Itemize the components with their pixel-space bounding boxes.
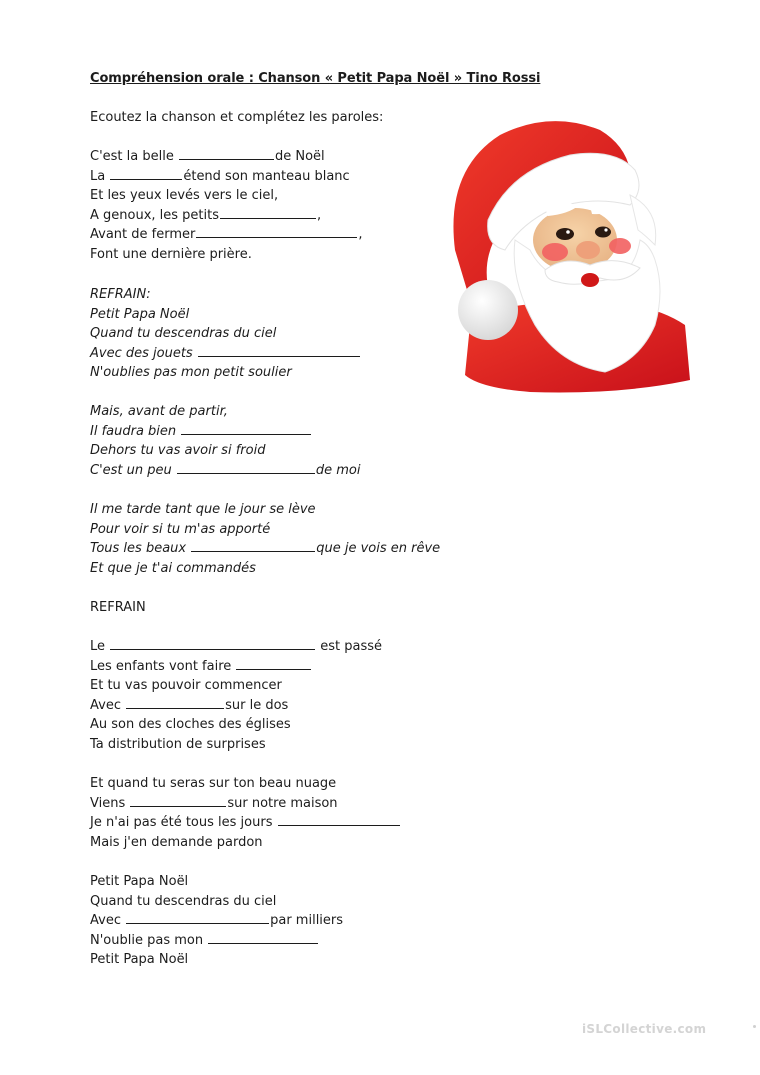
lyric-line bbox=[90, 225, 362, 245]
fill-in-blank[interactable] bbox=[236, 657, 311, 670]
lyric-text: Petit Papa Noël bbox=[90, 874, 189, 889]
fill-in-blank[interactable] bbox=[110, 637, 315, 650]
stanza-4 bbox=[90, 637, 382, 755]
lyric-text: Et tu vas pouvoir commencer bbox=[90, 678, 282, 694]
lyric-text: Quand tu descendras du ciel bbox=[90, 893, 277, 909]
fill-in-blank[interactable] bbox=[191, 539, 315, 552]
lyric-line bbox=[90, 637, 382, 657]
fill-in-blank[interactable] bbox=[198, 344, 360, 357]
fill-in-blank[interactable] bbox=[196, 225, 357, 238]
lyric-line bbox=[90, 774, 401, 794]
lyric-text: étend son manteau blanc bbox=[183, 168, 350, 184]
lyric-line bbox=[90, 559, 440, 579]
lyric-line bbox=[90, 950, 343, 970]
lyric-text: , bbox=[317, 207, 322, 223]
stanza-refrain bbox=[90, 285, 361, 383]
lyric-text: sur notre maison bbox=[227, 795, 338, 811]
lyric-text: Avec bbox=[90, 697, 126, 713]
fill-in-blank[interactable] bbox=[220, 206, 316, 219]
fill-in-blank[interactable] bbox=[126, 911, 269, 924]
lyric-text: de Noël bbox=[274, 149, 325, 164]
lyric-text: Avec des jouets bbox=[90, 345, 197, 361]
lyric-text: Mais, avant de partir, bbox=[90, 404, 228, 419]
lyric-text: N'oublies pas mon petit soulier bbox=[90, 365, 292, 381]
lyric-text: Mais j'en demande pardon bbox=[90, 834, 263, 850]
fill-in-blank[interactable] bbox=[130, 794, 226, 807]
fill-in-blank[interactable] bbox=[179, 147, 274, 160]
lyric-text: par milliers bbox=[270, 913, 344, 929]
lyric-line bbox=[90, 167, 362, 187]
fill-in-blank[interactable] bbox=[181, 422, 311, 435]
worksheet-instruction: Ecoutez la chanson et complétez les paroles: bbox=[90, 110, 384, 125]
worksheet-title: Compréhension orale : Chanson « Petit Papa Noël » Tino Rossi bbox=[90, 71, 541, 86]
lyric-text: Et quand tu seras sur ton beau nuage bbox=[90, 776, 337, 791]
lyric-line bbox=[90, 324, 361, 344]
lyric-text: sur le dos bbox=[225, 697, 289, 713]
lyric-text: , bbox=[358, 227, 363, 243]
lyric-text: Et les yeux levés vers le ciel, bbox=[90, 188, 279, 204]
lyric-text: Ta distribution de surprises bbox=[90, 736, 266, 752]
lyric-text: Petit Papa Noël bbox=[90, 306, 190, 322]
lyric-line bbox=[90, 422, 361, 442]
lyric-text: Au son des cloches des églises bbox=[90, 717, 291, 733]
lyric-text: Quand tu descendras du ciel bbox=[90, 326, 277, 342]
lyric-text: Petit Papa Noël bbox=[90, 952, 189, 968]
lyric-line bbox=[90, 813, 401, 833]
lyric-line bbox=[90, 539, 440, 559]
lyric-line bbox=[90, 892, 343, 912]
lyric-line bbox=[90, 206, 362, 226]
lyric-text: Il me tarde tant que le jour se lève bbox=[90, 502, 316, 517]
lyric-text: N'oublie pas mon bbox=[90, 932, 208, 948]
lyric-line bbox=[90, 363, 361, 383]
lyric-line bbox=[90, 872, 343, 892]
lyric-text: Les enfants vont faire bbox=[90, 658, 236, 674]
stanza-1 bbox=[90, 147, 362, 265]
lyric-text: C'est la belle bbox=[90, 149, 178, 164]
watermark-dot bbox=[753, 1025, 756, 1028]
lyric-text: que je vois en rêve bbox=[316, 541, 441, 557]
lyric-line bbox=[90, 461, 361, 481]
lyric-line bbox=[90, 147, 362, 167]
lyric-line bbox=[90, 402, 361, 422]
lyric-text: Viens bbox=[90, 795, 130, 811]
lyric-line bbox=[90, 598, 146, 618]
lyric-line bbox=[90, 245, 362, 265]
lyric-line bbox=[90, 794, 401, 814]
lyric-line bbox=[90, 715, 382, 735]
lyric-line bbox=[90, 285, 361, 305]
lyric-line bbox=[90, 931, 343, 951]
lyric-text: Font une dernière prière. bbox=[90, 246, 252, 262]
lyric-line bbox=[90, 696, 382, 716]
stanza-3 bbox=[90, 500, 440, 578]
watermark: iSLCollective.com bbox=[582, 1022, 707, 1036]
stanza-2 bbox=[90, 402, 361, 480]
lyric-line bbox=[90, 911, 343, 931]
lyric-line bbox=[90, 676, 382, 696]
lyric-text: Je n'ai pas été tous les jours bbox=[90, 815, 277, 831]
fill-in-blank[interactable] bbox=[177, 461, 315, 474]
lyric-text: Tous les beaux bbox=[90, 541, 191, 557]
lyric-text: Dehors tu vas avoir si froid bbox=[90, 443, 266, 459]
stanza-final-refrain bbox=[90, 872, 343, 970]
lyric-text: C'est un peu bbox=[90, 462, 176, 478]
lyric-line bbox=[90, 520, 440, 540]
lyric-text: Pour voir si tu m'as apporté bbox=[90, 521, 271, 537]
santa-claus-illustration bbox=[440, 110, 690, 395]
lyric-line bbox=[90, 186, 362, 206]
refrain-heading bbox=[90, 598, 146, 618]
lyric-text: REFRAIN: bbox=[90, 287, 151, 302]
lyric-text: Il faudra bien bbox=[90, 423, 181, 439]
lyric-line bbox=[90, 305, 361, 325]
stanza-5 bbox=[90, 774, 401, 852]
lyric-line bbox=[90, 735, 382, 755]
lyric-text: A genoux, les petits bbox=[90, 207, 220, 223]
lyric-line bbox=[90, 833, 401, 853]
lyric-text: Et que je t'ai commandés bbox=[90, 560, 256, 576]
lyric-line bbox=[90, 500, 440, 520]
fill-in-blank[interactable] bbox=[278, 813, 400, 826]
fill-in-blank[interactable] bbox=[208, 931, 318, 944]
lyric-line bbox=[90, 441, 361, 461]
fill-in-blank[interactable] bbox=[110, 167, 182, 180]
lyric-text: est passé bbox=[316, 639, 383, 654]
lyric-text: La bbox=[90, 168, 110, 184]
lyric-line bbox=[90, 657, 382, 677]
lyric-text: Le bbox=[90, 639, 110, 654]
fill-in-blank[interactable] bbox=[126, 696, 224, 709]
lyric-text: REFRAIN bbox=[90, 600, 146, 615]
lyric-line bbox=[90, 344, 361, 364]
lyric-text: Avant de fermer bbox=[90, 227, 196, 243]
lyric-text: de moi bbox=[315, 462, 361, 478]
lyric-text: Avec bbox=[90, 913, 126, 929]
